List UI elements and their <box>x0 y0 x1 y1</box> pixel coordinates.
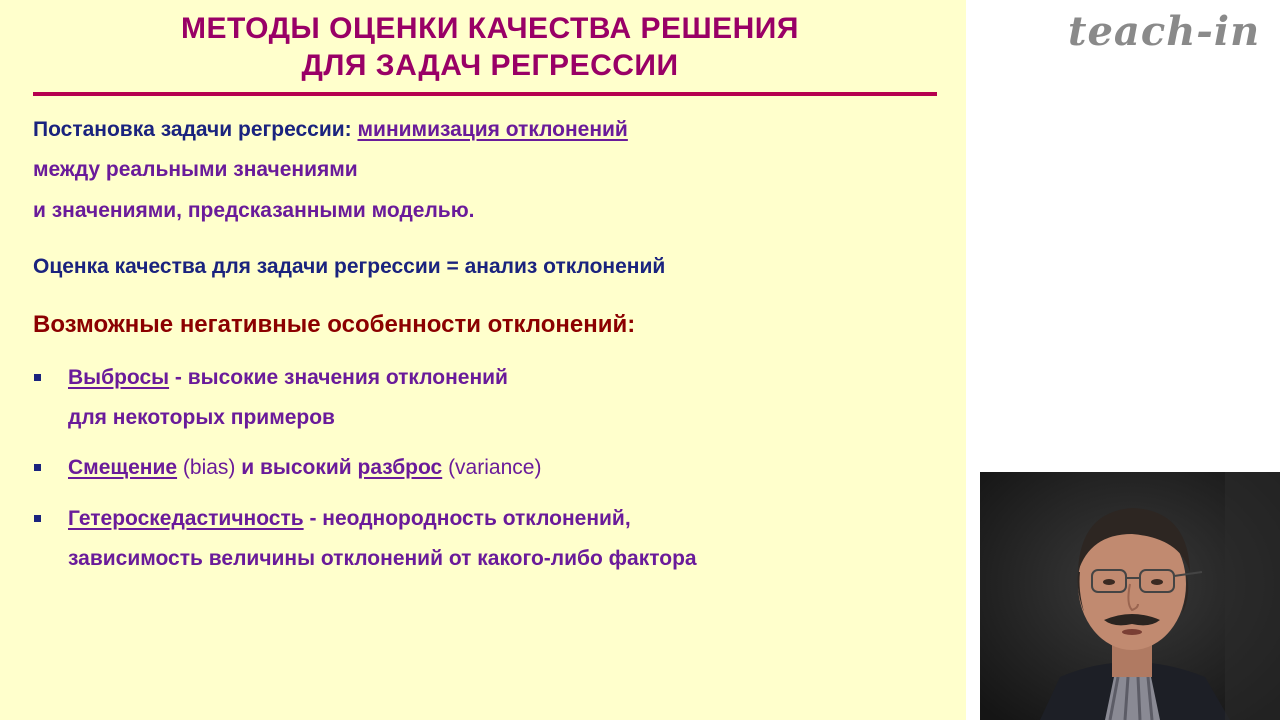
problem-statement-line3: и значениями, предсказанными моделью. <box>33 199 475 222</box>
bias-connector: и высокий <box>235 456 358 479</box>
bullet-1-line1 <box>68 366 508 390</box>
variance-english: (variance) <box>442 456 542 479</box>
bullet-marker-2 <box>34 464 41 471</box>
bullet-marker-3 <box>34 515 41 522</box>
slide-title-line1: МЕТОДЫ ОЦЕНКИ КАЧЕСТВА РЕШЕНИЯ <box>181 12 799 45</box>
bullet-1-line2: для некоторых примеров <box>68 406 335 429</box>
bias-english: (bias) <box>177 456 236 479</box>
teach-in-logo: teach-in <box>1068 8 1261 55</box>
bullet-marker-1 <box>34 374 41 381</box>
variance-term: разброс <box>357 456 443 479</box>
negative-features-heading: Возможные негативные особенности отклонений: <box>33 311 636 338</box>
presenter-image <box>980 472 1280 720</box>
bullet-3-line1 <box>68 507 631 531</box>
problem-prefix: Постановка задачи регрессии: <box>33 118 358 141</box>
quality-statement: Оценка качества для задачи регрессии = анализ отклонений <box>33 255 666 278</box>
outliers-description: - высокие значения отклонений <box>169 366 508 389</box>
heteroscedasticity-description: - неоднородность отклонений, <box>303 507 631 530</box>
problem-link: минимизация отклонений <box>357 118 628 141</box>
outliers-term: Выбросы <box>68 366 170 389</box>
problem-statement-line1 <box>33 118 628 142</box>
slide-title-line2: ДЛЯ ЗАДАЧ РЕГРЕССИИ <box>301 49 679 82</box>
bias-term: Смещение <box>68 456 178 479</box>
presenter-video <box>980 472 1280 720</box>
heteroscedasticity-term: Гетероскедастичность <box>68 507 304 530</box>
problem-statement-line2: между реальными значениями <box>33 158 358 181</box>
title-divider <box>33 92 937 96</box>
bullet-2-line1 <box>68 456 541 480</box>
bullet-3-line2: зависимость величины отклонений от какого-либо фактора <box>68 547 697 570</box>
